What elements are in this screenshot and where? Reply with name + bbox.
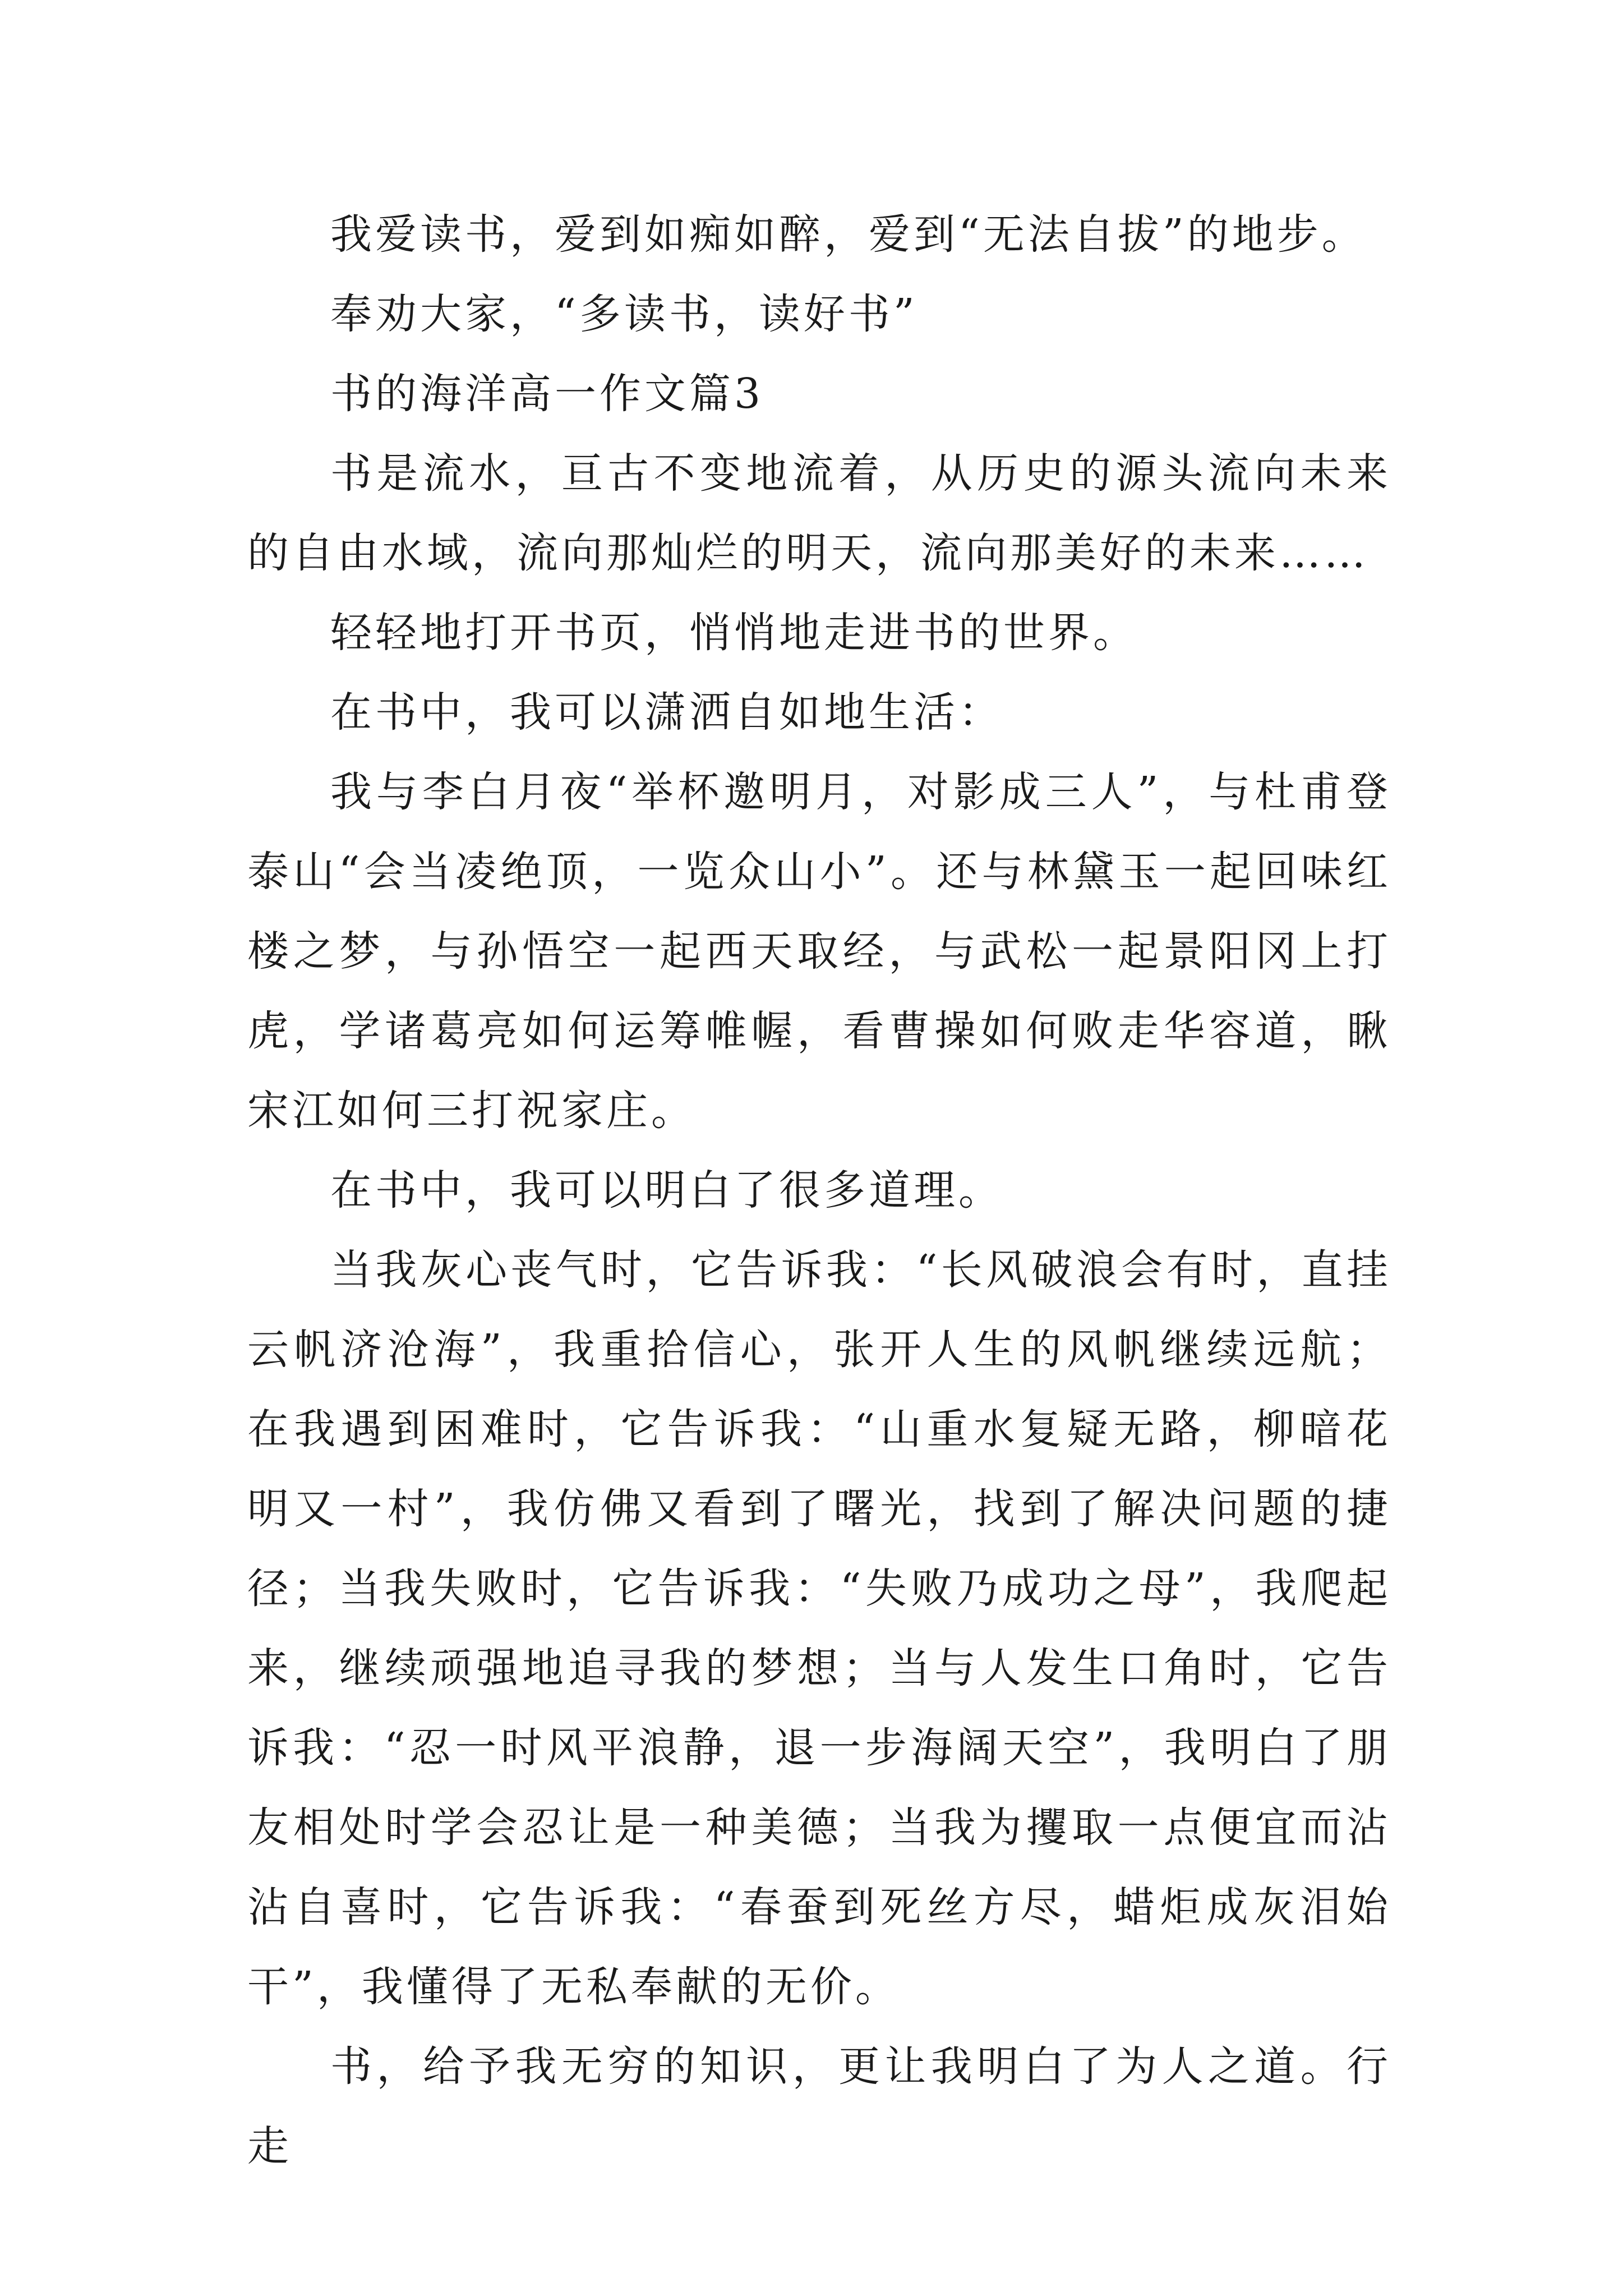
paragraph-8: 当我灰心丧气时，它告诉我：“长风破浪会有时，直挂云帆济沧海”，我重拾信心，张开人生的风帆继续远航；在我遇到困难时，它告诉我：“山重水复疑无路，柳暗花明又一村”，我仿佛又看到了曙光，找到了解决问题的捷径；当我失败时，它告诉我：“失败乃成功之母”，我爬起来，继续顽强地追寻我的梦想；当与人发生口角时，它告诉我：“忍一时风平浪静，退一步海阔天空”，我明白了朋友相处时学会忍让是一种美德；当我为攫取一点便宜而沾沾自喜时，它告诉我：“春蚕到死丝方尽，蜡炬成灰泪始干”，我懂得了无私奉献的无价。: [247, 1246, 1391, 2011]
paragraph-7: 在书中，我可以明白了很多道理。: [330, 1166, 1003, 1214]
paragraph-5: 在书中，我可以潇洒自如地生活：: [330, 688, 1003, 737]
essay-body: [247, 195, 1391, 2186]
section-heading: 书的海洋高一作文篇3: [330, 370, 764, 418]
paragraph-1: 我爱读书，爱到如痴如醉，爱到“无法自拔”的地步。: [330, 210, 1367, 259]
paragraph-2: 奉劝大家，“多读书，读好书”: [330, 290, 918, 338]
paragraph-4: 轻轻地打开书页，悄悄地走进书的世界。: [330, 609, 1138, 657]
paragraph-9: 书，给予我无穷的知识，更让我明白了为人之道。行走: [247, 2042, 1391, 2170]
paragraph-6: 我与李白月夜“举杯邀明月，对影成三人”，与杜甫登泰山“会当凌绝顶，一览众山小”。还与林黛玉一起回味红楼之梦，与孙悟空一起西天取经，与武松一起景阳冈上打虎，学诸葛亮如何运筹帷幄，看曹操如何败走华容道，瞅宋江如何三打祝家庄。: [247, 768, 1391, 1135]
paragraph-3: 书是流水，亘古不变地流着，从历史的源头流向未来的自由水域，流向那灿烂的明天，流向那美好的未来……: [247, 449, 1391, 577]
